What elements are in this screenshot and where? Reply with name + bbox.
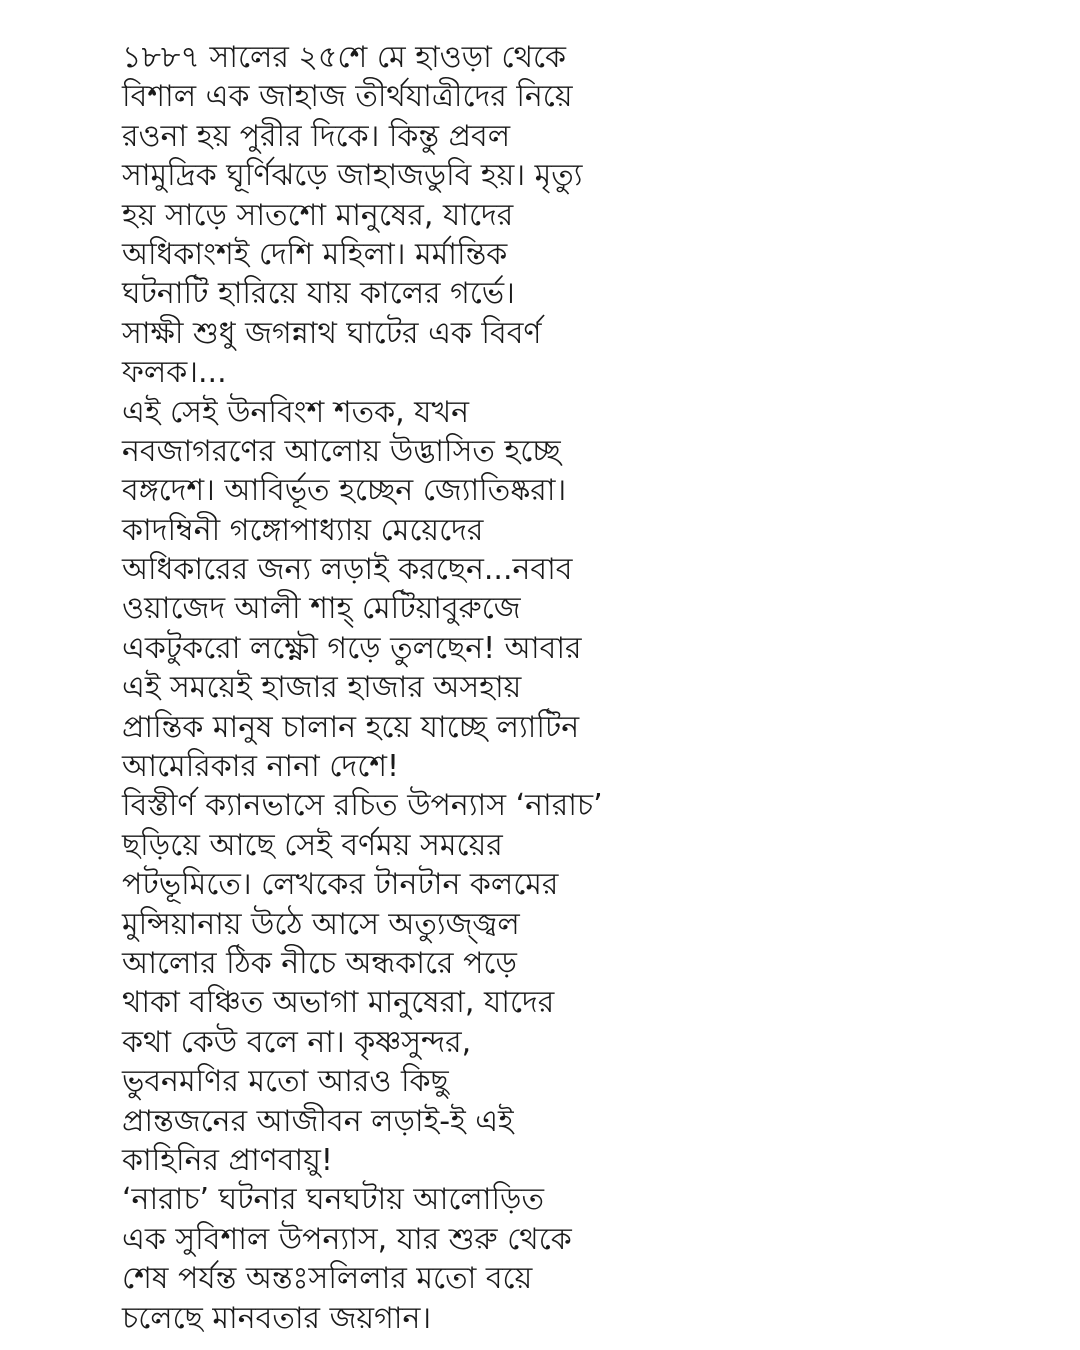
text-line: ছড়িয়ে আছে সেই বর্ণময় সময়ের [122, 827, 503, 863]
text-line: হয় সাড়ে সাতশো মানুষের, যাদের [122, 197, 514, 233]
text-line: বিশাল এক জাহাজ তীর্থযাত্রীদের নিয়ে [122, 79, 573, 115]
text-line: ওয়াজেদ আলী শাহ্ মেটিয়াবুরুজে [122, 591, 521, 627]
text-line: একটুকরো লক্ষ্ণৌ গড়ে তুলছেন! আবার [122, 630, 582, 666]
text-line: কথা কেউ বলে না। কৃষ্ণসুন্দর, [122, 1024, 472, 1060]
text-block [122, 38, 922, 1338]
text-line: মুন্সিয়ানায় উঠে আসে অত্যুজ্জ্বল [122, 906, 520, 942]
text-line: শেষ পর্যন্ত অন্তঃসলিলার মতো বয়ে [122, 1261, 533, 1297]
text-line: থাকা বঞ্চিত অভাগা মানুষেরা, যাদের [122, 985, 555, 1021]
text-line: এক সুবিশাল উপন্যাস, যার শুরু থেকে [122, 1221, 572, 1257]
text-line: অধিকারের জন্য লড়াই করছেন...নবাব [122, 552, 573, 588]
text-line: ভুবনমণির মতো আরও কিছু [122, 1064, 449, 1100]
text-line: অধিকাংশই দেশি মহিলা। মর্মান্তিক [122, 236, 508, 272]
text-line: এই সেই উনবিংশ শতক, যখন [122, 394, 470, 430]
text-line: ঘটনাটি হারিয়ে যায় কালের গর্ভে। [122, 276, 515, 312]
text-line: প্রান্তজনের আজীবন লড়াই-ই এই [122, 1103, 514, 1139]
text-line: বিস্তীর্ণ ক্যানভাসে রচিত উপন্যাস ‘নারাচ’ [122, 788, 603, 824]
text-line: সামুদ্রিক ঘূর্ণিঝড়ে জাহাজডুবি হয়। মৃত্যু [122, 158, 583, 194]
text-line: নবজাগরণের আলোয় উদ্ভাসিত হচ্ছে [122, 433, 561, 469]
text-line: ১৮৮৭ সালের ২৫শে মে হাওড়া থেকে [122, 40, 567, 75]
text-line: এই সময়েই হাজার হাজার অসহায় [122, 670, 522, 706]
text-line: পটভূমিতে। লেখকের টানটান কলমের [122, 867, 559, 903]
text-line: আলোর ঠিক নীচে অন্ধকারে পড়ে [122, 945, 517, 981]
text-line: চলেছে মানবতার জয়গান। [122, 1300, 432, 1336]
text-line: প্রান্তিক মানুষ চালান হয়ে যাচ্ছে ল্যাটিন [122, 709, 580, 745]
text-line: কাদম্বিনী গঙ্গোপাধ্যায় মেয়েদের [122, 512, 484, 548]
text-line: বঙ্গদেশ। আবির্ভূত হচ্ছেন জ্যোতিষ্করা। [122, 473, 567, 509]
text-line: ফলক।... [122, 355, 227, 391]
text-line: আমেরিকার নানা দেশে! [122, 749, 400, 785]
text-line: সাক্ষী শুধু জগন্নাথ ঘাটের এক বিবর্ণ [122, 315, 542, 351]
text-line: ‘নারাচ’ ঘটনার ঘনঘটায় আলোড়িত [122, 1182, 544, 1218]
text-line: কাহিনির প্রাণবায়ু! [122, 1142, 333, 1178]
text-line: রওনা হয় পুরীর দিকে। কিন্তু প্রবল [122, 118, 511, 154]
